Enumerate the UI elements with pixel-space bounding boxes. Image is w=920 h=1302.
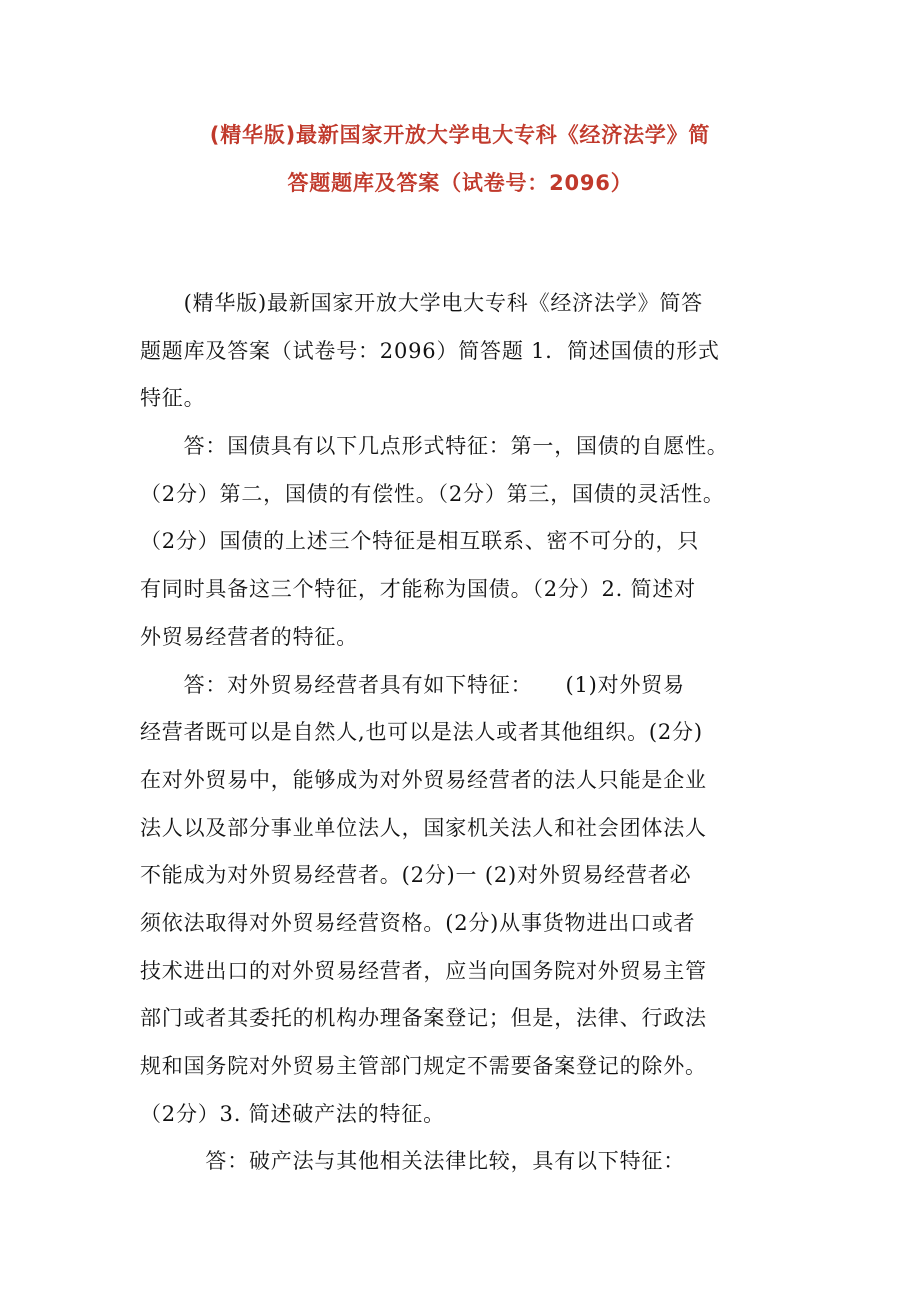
body-line: (精华版)最新国家开放大学电大专科《经济法学》简答 bbox=[140, 291, 703, 315]
body-line: 答：对外贸易经营者具有如下特征： (1)对外贸易 bbox=[140, 672, 685, 697]
body-line: 技术进出口的对外贸易经营者，应当向国务院对外贸易主管 bbox=[140, 958, 707, 983]
body-line: 规和国务院对外贸易主管部门规定不需要备案登记的除外。 bbox=[140, 1054, 707, 1078]
body-line: 在对外贸易中，能够成为对外贸易经营者的法人只能是企业 bbox=[140, 767, 707, 792]
body-line: 不能成为对外贸易经营者。(2分)一 (2)对外贸易经营者必 bbox=[140, 863, 692, 888]
body-line: 经营者既可以是自然人,也可以是法人或者其他组织。(2分) bbox=[140, 720, 703, 745]
document-body bbox=[140, 280, 790, 1186]
document-title bbox=[120, 112, 800, 207]
body-line: 特征。 bbox=[140, 386, 206, 411]
body-line: 须依法取得对外贸易经营资格。(2分)从事货物进出口或者 bbox=[140, 910, 696, 935]
title-line-1: (精华版)最新国家开放大学电大专科《经济法学》简 bbox=[209, 123, 711, 147]
body-line: （2分）第二，国债的有偿性。（2分）第三，国债的灵活性。 bbox=[140, 481, 725, 506]
body-line: （2分）3. 简述破产法的特征。 bbox=[140, 1101, 445, 1126]
body-line: 外贸易经营者的特征。 bbox=[140, 624, 358, 649]
body-line: 题题库及答案（试卷号：2096）简答题 1．简述国债的形式 bbox=[140, 338, 720, 363]
body-line: 答：国债具有以下几点形式特征：第一，国债的自愿性。 bbox=[140, 434, 729, 459]
body-line: 有同时具备这三个特征，才能称为国债。（2分）2. 简述对 bbox=[140, 577, 696, 602]
body-line: （2分）国债的上述三个特征是相互联系、密不可分的，只 bbox=[140, 529, 700, 554]
title-line-2: 答题题库及答案（试卷号：2096） bbox=[287, 170, 633, 195]
body-line: 部门或者其委托的机构办理备案登记；但是，法律、行政法 bbox=[140, 1006, 707, 1031]
body-line: 答：破产法与其他相关法律比较，具有以下特征： bbox=[140, 1149, 685, 1174]
body-line: 法人以及部分事业单位法人，国家机关法人和社会团体法人 bbox=[140, 815, 707, 840]
